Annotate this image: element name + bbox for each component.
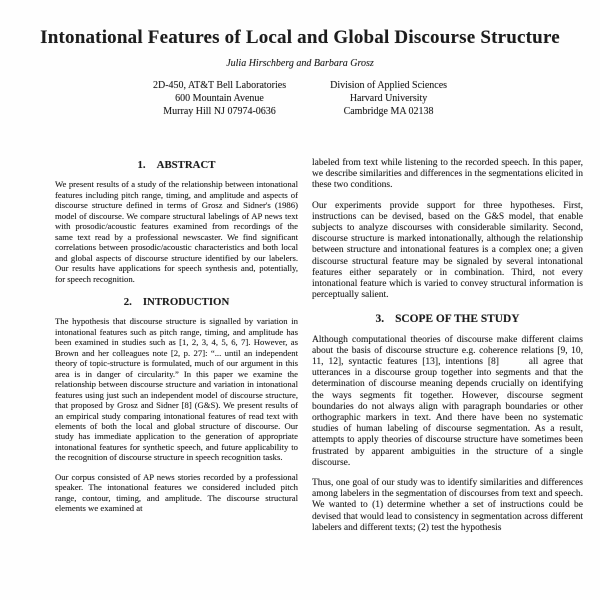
section-heading-abstract <box>55 160 298 170</box>
section-heading-introduction <box>55 297 298 307</box>
section-number: 3. <box>375 313 385 326</box>
introduction-paragraph-2: Our corpus consisted of AP news stories recorded by a professional speaker. The intonational features we considered included pitch range, contour, timing, and amplitude. The discourse structural elements we examined at <box>55 471 298 514</box>
section-number: 2. <box>123 295 132 308</box>
two-column-body <box>55 158 583 534</box>
section-heading-scope <box>312 314 583 325</box>
affiliation-line: 600 Mountain Avenue <box>175 93 264 104</box>
scope-paragraph-2: Thus, one goal of our study was to identify similarities and differences among labelers in the segmentation of discourses from text and speech. We wanted to (1) determine whether a set of instructions could be devised that would lead to consistency in segmentation across different labelers and different texts; (2) test the hypothesis <box>312 478 583 533</box>
affiliation-line: 2D-450, AT&T Bell Laboratories <box>152 80 287 92</box>
abstract-paragraph: We present results of a study of the relationship between intonational features including pitch range, timing, and amplitude and aspects of discourse structure defined in terms of Grosz and Sidner's (1986) model of discourse. We compare structural labelings of AP news text with prosodic/acoustic features examined from recordings of the same text read by a professional newscaster. We find significant correlations between prosodic/acoustic characteristics and both local and global aspects of discourse structure identified by our labelers. Our results have applications for speech synthesis and, potentially, for speech recognition. <box>55 179 298 284</box>
affiliation-block-att <box>153 80 286 118</box>
column-right <box>312 158 583 534</box>
scope-paragraph-1: Although computational theories of discourse make different claims about the basis of discourse structure e.g. coherence relations [9, 10, 11, 12], syntactic features [13], intentions [8] all agree that utterances in a discourse group together into segments and that the determination of discourse meaning depends crucially on identifying the ways segments fit together. However, discourse segment boundaries do not always align with paragraph boundaries or other orthographic markers in text. And there have been no systematic studies of human labeling of discourse segmentation. As a result, attempts to apply theories of discourse structure have sometimes been frustrated by apparent ambiguities in the structure of a single discourse. <box>312 334 583 468</box>
section-title: ABSTRACT <box>156 159 216 171</box>
paper-title: Intonational Features of Local and Global Discourse Structure <box>40 27 560 48</box>
continuation-paragraph: labeled from text while listening to the recorded speech. In this paper, we describe similarities and differences in the segmentations elicited in these two conditions. <box>312 158 583 191</box>
affiliations <box>0 80 600 118</box>
introduction-paragraph-1: The hypothesis that discourse structure is signalled by variation in intonational features such as pitch range, timing, and amplitude has been examined in studies such as [1, 2, 3, 4, 5, 6, 7]. However, as Brown and her colleagues note [2, p. 27]: “... until an independent theory of topic-structure is formulated, much of our argument in this area is in danger of circularity.” In this paper we examine the relationship between discourse structure and variation in intonational features using just such an independent model of discourse structure, that proposed by Grosz and Sidner [8] (G&S). We present results of an empirical study comparing intonational features of read text with elements of both the local and global structure of discourse. Our study has immediate application to the generation of appropriate intonational features for synthetic speech, and future applicability to the recognition of discourse structure in speech recognition tasks. <box>55 316 298 463</box>
section-title: INTRODUCTION <box>142 295 230 308</box>
hypotheses-paragraph: Our experiments provide support for three hypotheses. First, instructions can be devised, based on the G&S model, that enable subjects to analyze discourses with considerable similarity. Second, discourse structure is marked intonationally, although the relationship between structure and intonational features is a complex one; a given discourse structural feature may be signaled by several intonational features either separately or in combination. Third, not every intonational feature which is varied to convey structural information is perceptually salient. <box>312 200 583 301</box>
section-title: SCOPE OF THE STUDY <box>395 313 520 326</box>
affiliation-line: Harvard University <box>349 93 428 104</box>
affiliation-line: Division of Applied Sciences <box>330 80 448 92</box>
authors-line: Julia Hirschberg and Barbara Grosz <box>226 58 374 70</box>
affiliation-line: Murray Hill NJ 07974-0636 <box>163 105 276 117</box>
section-number: 1. <box>137 159 146 171</box>
column-left <box>55 158 298 534</box>
affiliation-block-harvard <box>330 80 447 118</box>
affiliation-line: Cambridge MA 02138 <box>343 105 434 117</box>
